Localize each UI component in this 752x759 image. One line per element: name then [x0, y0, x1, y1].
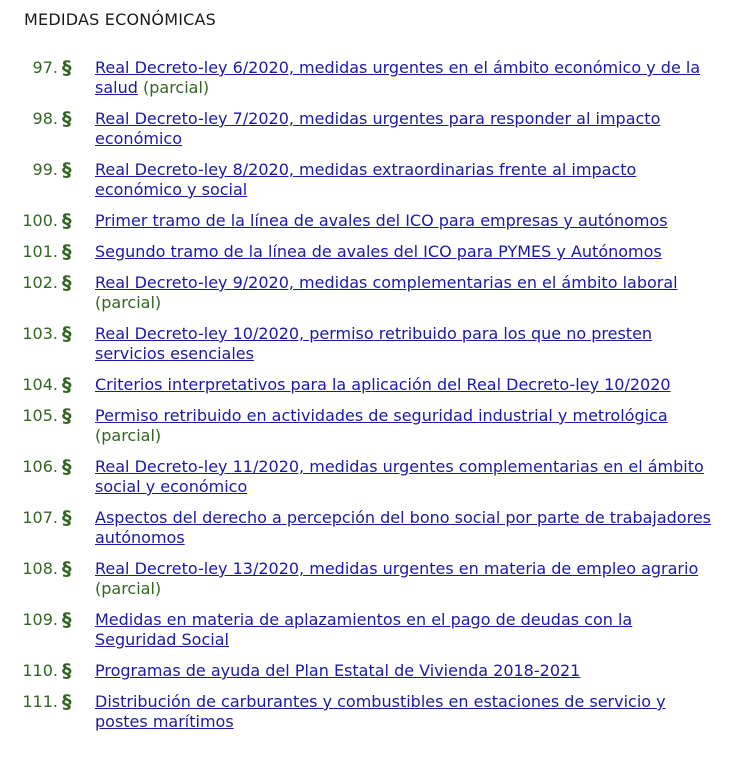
item-number: 97.	[32, 58, 58, 77]
section-sign-icon: §	[62, 456, 72, 478]
section-sign-icon: §	[62, 558, 72, 580]
item-number: 102.	[22, 273, 58, 292]
section-sign-icon: §	[62, 374, 72, 396]
section-sign-icon: §	[62, 405, 72, 427]
list-item	[0, 508, 752, 548]
item-number: 109.	[22, 610, 58, 629]
list-item	[0, 242, 752, 262]
partial-note: (parcial)	[95, 579, 162, 598]
item-number: 104.	[22, 375, 58, 394]
measure-link[interactable]: Medidas en materia de aplazamientos en el pago de deudas con la Seguridad Social	[95, 610, 633, 649]
measure-link[interactable]: Real Decreto-ley 8/2020, medidas extraordinarias frente al impacto económico y social	[95, 160, 637, 199]
item-text	[95, 692, 717, 732]
measure-link[interactable]: Aspectos del derecho a percepción del bono social por parte de trabajadores autónomos	[95, 508, 711, 547]
item-number: 106.	[22, 457, 58, 476]
measures-list	[0, 58, 752, 743]
measure-link[interactable]: Permiso retribuido en actividades de seguridad industrial y metrológica	[95, 406, 668, 425]
list-item	[0, 375, 752, 395]
item-number: 108.	[22, 559, 58, 578]
section-sign-icon: §	[62, 241, 72, 263]
item-number: 111.	[22, 692, 58, 711]
list-item	[0, 273, 752, 313]
measure-link[interactable]: Real Decreto-ley 6/2020, medidas urgentes en el ámbito económico y de la salud	[95, 58, 701, 97]
list-item	[0, 406, 752, 446]
item-text	[95, 160, 717, 200]
section-sign-icon: §	[62, 108, 72, 130]
section-sign-icon: §	[62, 323, 72, 345]
measure-link[interactable]: Real Decreto-ley 13/2020, medidas urgentes en materia de empleo agrario	[95, 559, 699, 578]
partial-note: (parcial)	[95, 293, 162, 312]
list-item	[0, 109, 752, 149]
item-number: 110.	[22, 661, 58, 680]
item-number: 98.	[32, 109, 58, 128]
item-text	[95, 406, 717, 446]
measure-link[interactable]: Real Decreto-ley 10/2020, permiso retribuido para los que no presten servicios esenciales	[95, 324, 653, 363]
measure-link[interactable]: Distribución de carburantes y combustibles en estaciones de servicio y postes marítimos	[95, 692, 666, 731]
list-item	[0, 610, 752, 650]
list-item	[0, 661, 752, 681]
section-sign-icon: §	[62, 507, 72, 529]
item-text	[95, 242, 717, 262]
section-sign-icon: §	[62, 272, 72, 294]
measure-link[interactable]: Programas de ayuda del Plan Estatal de Vivienda 2018-2021	[95, 661, 581, 680]
item-text	[95, 559, 717, 599]
section-sign-icon: §	[62, 159, 72, 181]
list-item	[0, 160, 752, 200]
section-sign-icon: §	[62, 210, 72, 232]
measure-link[interactable]: Primer tramo de la línea de avales del ICO para empresas y autónomos	[95, 211, 668, 230]
item-number: 99.	[32, 160, 58, 179]
measure-link[interactable]: Segundo tramo de la línea de avales del ICO para PYMES y Autónomos	[95, 242, 662, 261]
item-text	[95, 58, 717, 98]
item-number: 105.	[22, 406, 58, 425]
item-number: 101.	[22, 242, 58, 261]
section-sign-icon: §	[62, 691, 72, 713]
item-text	[95, 273, 717, 313]
item-text	[95, 661, 717, 681]
item-text	[95, 457, 717, 497]
measure-link[interactable]: Real Decreto-ley 9/2020, medidas complementarias en el ámbito laboral	[95, 273, 678, 292]
list-item	[0, 324, 752, 364]
item-number: 103.	[22, 324, 58, 343]
section-sign-icon: §	[62, 609, 72, 631]
item-text	[95, 109, 717, 149]
section-sign-icon: §	[62, 660, 72, 682]
list-item	[0, 559, 752, 599]
item-text	[95, 375, 717, 395]
partial-note: (parcial)	[95, 426, 162, 445]
measure-link[interactable]: Criterios interpretativos para la aplicación del Real Decreto-ley 10/2020	[95, 375, 671, 394]
list-item	[0, 211, 752, 231]
section-sign-icon: §	[62, 57, 72, 79]
item-text	[95, 211, 717, 231]
list-item	[0, 692, 752, 732]
item-number: 100.	[22, 211, 58, 230]
measure-link[interactable]: Real Decreto-ley 11/2020, medidas urgentes complementarias en el ámbito social y económico	[95, 457, 704, 496]
item-text	[95, 324, 717, 364]
partial-note: (parcial)	[142, 78, 210, 97]
section-title: MEDIDAS ECONÓMICAS	[24, 10, 217, 29]
item-text	[95, 610, 717, 650]
item-number: 107.	[22, 508, 58, 527]
list-item	[0, 457, 752, 497]
list-item	[0, 58, 752, 98]
item-text	[95, 508, 717, 548]
measure-link[interactable]: Real Decreto-ley 7/2020, medidas urgentes para responder al impacto económico	[95, 109, 661, 148]
